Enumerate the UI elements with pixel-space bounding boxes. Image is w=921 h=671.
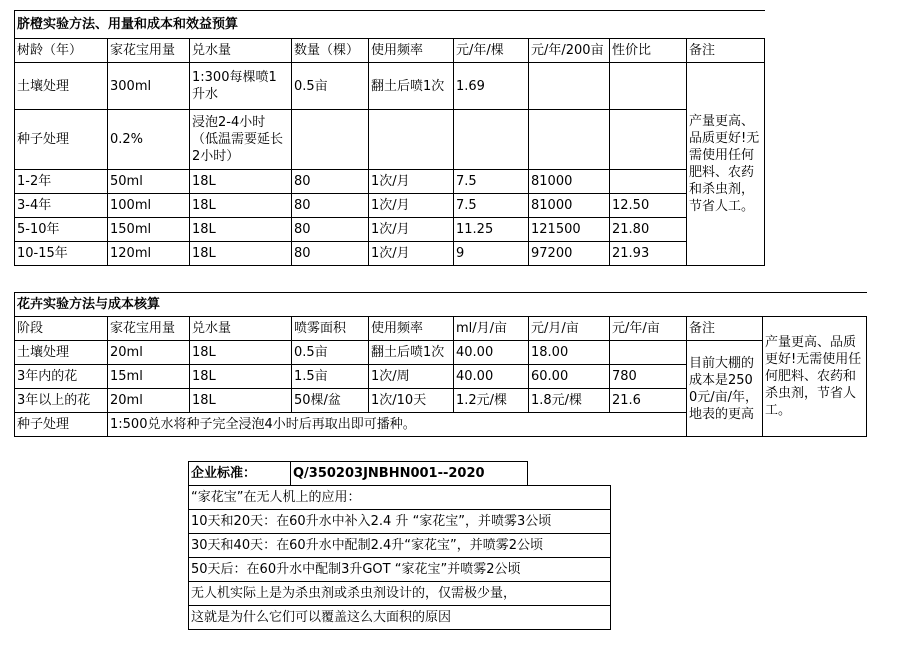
table-cell: 21.6 [610,389,687,413]
header-cell: 备注 [687,39,765,63]
table-cell [529,110,610,170]
table-title: 脐橙实验方法、用量和成本和效益预算 [15,11,765,39]
table-cell: 18L [190,218,292,242]
table-cell [610,110,687,170]
table-cell: 1次/月 [369,242,454,266]
table-cell: 7.5 [454,194,529,218]
table-cell: 18L [190,341,292,365]
table-cell [369,110,454,170]
table-cell: 18L [190,389,292,413]
table-cell: 20ml [108,341,190,365]
header-cell: 家花宝用量 [108,39,190,63]
table-cell: 18L [190,170,292,194]
drone-text-line: 30天和40天：在60升水中配制2.4升“家花宝”，并喷雾2公顷 [189,534,611,558]
standard-label: 企业标准： [189,462,291,486]
table-row [189,486,611,510]
table-cell: 土壤处理 [15,341,108,365]
table-cell: 18L [190,194,292,218]
table-row [189,606,611,630]
orange-experiment-table [14,10,765,266]
table-cell: 1.8元/棵 [529,389,610,413]
table-cell: 10-15年 [15,242,108,266]
header-cell: 家花宝用量 [108,317,190,341]
table-cell: 81000 [529,170,610,194]
seed-treatment-text: 1:500兑水将种子完全浸泡4小时后再取出即可播种。 [108,413,687,437]
table-cell: 97200 [529,242,610,266]
table-cell: 3年以上的花 [15,389,108,413]
remarks-cell: 产量更高、品质更好!无需使用任何肥料、农药和杀虫剂，节省人工。 [687,63,765,266]
table-cell: 50棵/盆 [292,389,369,413]
table-row [189,582,611,606]
table-cell: 80 [292,194,369,218]
table-cell: 60.00 [529,365,610,389]
table-cell: 18L [190,365,292,389]
table-cell: 1-2年 [15,170,108,194]
table-cell: 18.00 [529,341,610,365]
table-cell: 翻土后喷1次 [369,341,454,365]
drone-text-line: 50天后：在60升水中配制3升GOT “家花宝”并喷雾2公顷 [189,558,611,582]
table-cell: 80 [292,218,369,242]
table-cell: 81000 [529,194,610,218]
table-row [189,534,611,558]
table-row [15,242,765,266]
drone-text-line: 10天和20天：在60升水中补入2.4 升 “家花宝”，并喷雾3公顷 [189,510,611,534]
table-row [15,170,765,194]
header-cell: 数量（棵） [292,39,369,63]
remarks-cell-2: 产量更高、品质更好!无需使用任何肥料、农药和杀虫剂，节省人工。 [763,317,867,437]
header-cell: 备注 [687,317,763,341]
table-cell [529,63,610,110]
table-cell: 300ml [108,63,190,110]
table-cell: 1.69 [454,63,529,110]
table-row [15,194,765,218]
table-cell: 40.00 [454,365,529,389]
table-cell: 0.5亩 [292,341,369,365]
table-cell: 1次/月 [369,218,454,242]
table-cell: 3年内的花 [15,365,108,389]
table-cell: 80 [292,242,369,266]
table-cell: 0.2% [108,110,190,170]
header-cell: 阶段 [15,317,108,341]
empty-cell [528,462,611,486]
table-title: 花卉实验方法与成本核算 [15,293,867,317]
table-cell: 11.25 [454,218,529,242]
header-cell: 使用频率 [369,317,454,341]
table-cell [454,110,529,170]
header-cell: 兑水量 [190,39,292,63]
header-cell: 元/月/亩 [529,317,610,341]
table-cell: 100ml [108,194,190,218]
table-cell [610,341,687,365]
table-cell: 1次/月 [369,170,454,194]
table-cell: 9 [454,242,529,266]
table-cell: 5-10年 [15,218,108,242]
header-cell: 喷雾面积 [292,317,369,341]
table-cell: 1次/月 [369,194,454,218]
table-cell: 121500 [529,218,610,242]
header-cell: 兑水量 [190,317,292,341]
header-cell: 元/年/亩 [610,317,687,341]
table-cell: 1:300每棵喷1升水 [190,63,292,110]
table-header-row [15,39,765,63]
header-cell: 元/年/棵 [454,39,529,63]
table-cell: 种子处理 [15,110,108,170]
table-cell: 150ml [108,218,190,242]
flower-experiment-table [14,292,867,437]
header-cell: 使用频率 [369,39,454,63]
enterprise-standard-table [188,461,611,630]
header-cell: ml/月/亩 [454,317,529,341]
table-cell: 21.93 [610,242,687,266]
table-cell: 种子处理 [15,413,108,437]
drone-text-line: 无人机实际上是为杀虫剂或杀虫剂设计的，仅需极少量， [189,582,611,606]
drone-text-line: 这就是为什么它们可以覆盖这么大面积的原因 [189,606,611,630]
table-cell: 780 [610,365,687,389]
table-cell: 1次/周 [369,365,454,389]
table-cell [610,170,687,194]
table-cell: 20ml [108,389,190,413]
table-cell: 50ml [108,170,190,194]
table-row [189,558,611,582]
table-cell [292,110,369,170]
table-cell: 40.00 [454,341,529,365]
table-cell [610,63,687,110]
table-cell: 18L [190,242,292,266]
remarks-cell-1: 目前大棚的成本是2500元/亩/年，地表的更高 [687,341,763,437]
table-cell: 1.5亩 [292,365,369,389]
table-cell: 1.2元/棵 [454,389,529,413]
header-cell: 元/年/200亩 [529,39,610,63]
standard-value: Q/350203JNBHN001--2020 [291,462,528,486]
table-row [189,510,611,534]
table-row [15,63,765,110]
header-cell: 树龄（年） [15,39,108,63]
table-cell: 80 [292,170,369,194]
table-cell: 0.5亩 [292,63,369,110]
table-cell: 土壤处理 [15,63,108,110]
header-cell: 性价比 [610,39,687,63]
table-cell: 15ml [108,365,190,389]
table-cell: 翻土后喷1次 [369,63,454,110]
table-cell: 21.80 [610,218,687,242]
table-header-row [15,317,867,341]
table-row [15,341,867,365]
table-cell: 12.50 [610,194,687,218]
table-row [15,110,765,170]
table-cell: 3-4年 [15,194,108,218]
table-row [15,218,765,242]
drone-text-line: “家花宝”在无人机上的应用： [189,486,611,510]
table-cell: 浸泡2-4小时（低温需要延长2小时） [190,110,292,170]
table-cell: 1次/10天 [369,389,454,413]
table-cell: 120ml [108,242,190,266]
table-cell: 7.5 [454,170,529,194]
